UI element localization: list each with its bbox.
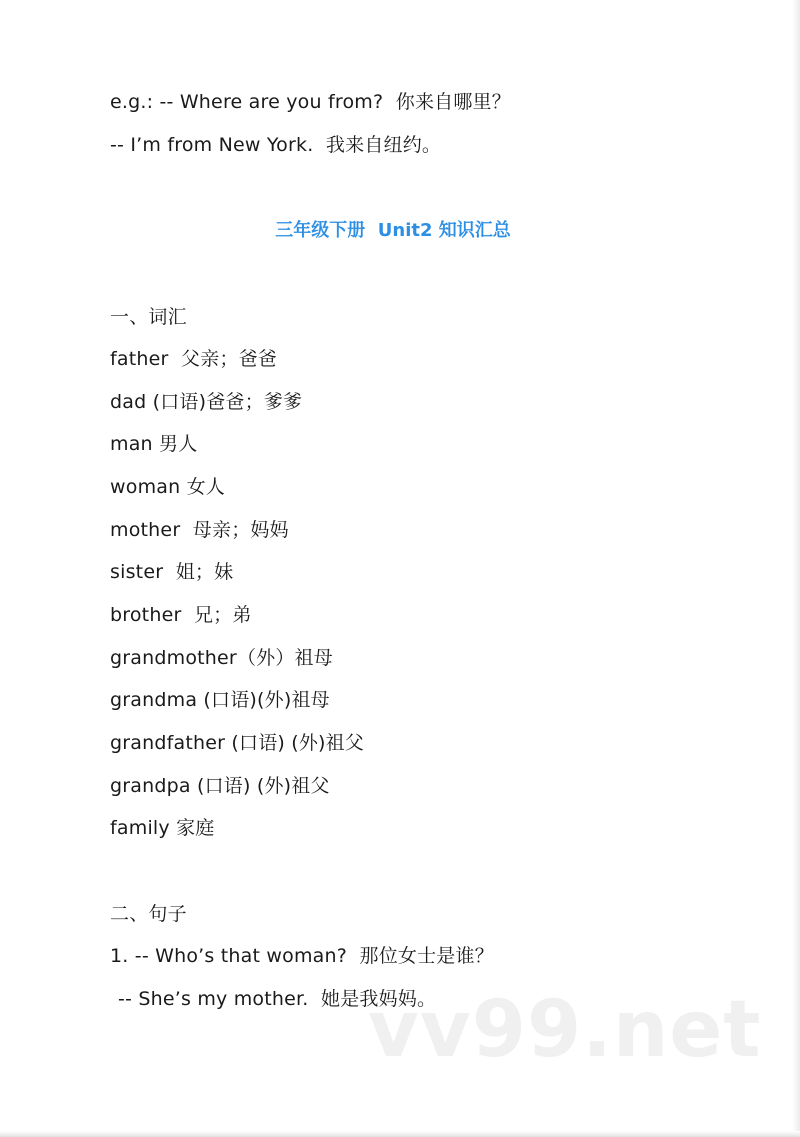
vocab-item-grandmother: grandmother（外）祖母 [110,647,333,669]
vocab-item-woman: woman 女人 [110,476,225,498]
vocab-item-man: man 男人 [110,433,198,455]
vocab-item-grandma: grandma (口语)(外)祖母 [110,689,330,711]
sentences-title: 二、句子 [110,903,187,925]
vocab-item-grandpa: grandpa (口语) (外)祖父 [110,775,330,797]
vocab-item-mother: mother 母亲；妈妈 [110,519,289,541]
vocab-item-grandfather: grandfather (口语) (外)祖父 [110,732,365,754]
example-question: e.g.: -- Where are you from? 你来自哪里？ [110,91,511,113]
section-heading: 三年级下册 Unit2 知识汇总 [275,220,511,241]
vocab-item-father: father 父亲；爸爸 [110,348,278,370]
sentence-1-question: 1. -- Who’s that woman? 那位女士是谁？ [110,945,494,967]
vocab-item-family: family 家庭 [110,817,215,839]
sentence-1-answer: -- She’s my mother. 她是我妈妈。 [118,988,437,1010]
vocab-item-dad: dad (口语)爸爸；爹爹 [110,391,303,413]
vocab-item-brother: brother 兄；弟 [110,604,252,626]
vocab-item-sister: sister 姐；妹 [110,561,234,583]
watermark: vv99.net [368,985,762,1075]
example-answer: -- I’m from New York. 我来自纽约。 [110,134,442,156]
page-edge-shadow-right [792,0,800,1137]
page-edge-shadow-bottom [0,1131,800,1137]
vocab-title: 一、词汇 [110,306,187,328]
